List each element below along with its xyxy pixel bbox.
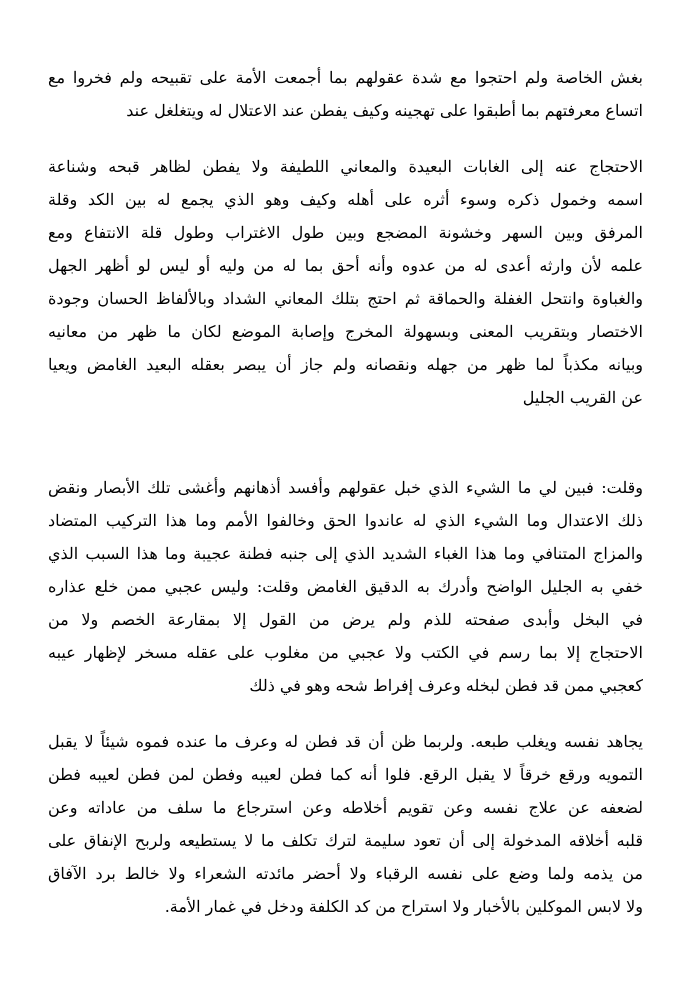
text-line: وبيانه مكذباً لما ظهر من جهله ونقصانه ولم جاز أن يبصر بعقله البعيد الغامض ويعيا — [48, 355, 643, 374]
text-line: اسمه وخمول ذكره وسوء أثره على أهله وكيف وهو الذي يجمع له بين الكد وقلة — [48, 190, 643, 209]
text-line: يجاهد نفسه ويغلب طبعه. ولربما ظن أن قد فطن له وعرف ما عنده فموه شيئاً لا يقبل — [48, 732, 643, 751]
paragraph-3 — [48, 471, 643, 702]
text-line: لضعفه عن علاج نفسه وعن تقويم أخلاطه وعن استرجاع ما سلف من عاداته وعن — [48, 798, 643, 817]
paragraph-4 — [48, 725, 643, 923]
text-line: في البخل وأبدى صفحته للذم ولم يرض من القول إلا بمقارعة الخصم ولا من — [48, 610, 643, 629]
text-line: والغباوة وانتحل الغفلة والحماقة ثم احتج بتلك المعاني الشداد وبالألفاظ الحسان وجودة — [48, 289, 643, 308]
text-line: والمزاج المتنافي وما هذا الغباء الشديد الذي إلى جنبه فطنة عجيبة وما هذا السبب الذي — [48, 544, 643, 563]
text-line: خفي به الجليل الواضح وأدرك به الدقيق الغامض وقلت: وليس عجبي ممن خلع عذاره — [48, 577, 643, 596]
text-line: ولا لابس الموكلين بالأخبار ولا استراح من كد الكلفة ودخل في غمار الأمة. — [164, 897, 643, 916]
text-line: وقلت: فبين لي ما الشيء الذي خبل عقولهم وأفسد أذهانهم وأغشى تلك الأبصار ونقض — [48, 478, 643, 497]
paragraph-1 — [48, 61, 643, 127]
text-line: ذلك الاعتدال وما الشيء الذي له عاندوا الحق وخالفوا الأمم وما هذا التركيب المتضاد — [48, 511, 643, 530]
text-line: علمه لأن وارثه أعدى له من عدوه وأنه أحق بما له من وليه أو ليس لو أظهر الجهل — [48, 256, 643, 275]
text-line: من يذمه ولما وضع على نفسه الرقباء ولا أحضر مائدته الشعراء ولا خالط برد الآفاق — [48, 864, 643, 883]
text-line: بغش الخاصة ولم احتجوا مع شدة عقولهم بما أجمعت الأمة على تقبيحه ولم فخروا مع — [48, 68, 643, 87]
text-line: التمويه ورقع خرقاً لا يقبل الرقع. فلوا أنه كما فطن لعيبه وفطن لمن فطن لعيبه فطن — [48, 765, 643, 784]
text-line: الاحتجاج عنه إلى الغابات البعيدة والمعاني اللطيفة ولا يفطن لظاهر قبحه وشناعة — [48, 157, 643, 176]
paragraph-2 — [48, 150, 643, 414]
text-line: كعجبي ممن قد فطن لبخله وعرف إفراط شحه وهو في ذلك — [249, 676, 643, 695]
text-line: عن القريب الجليل — [522, 388, 643, 407]
text-line: الاختصار وبتقريب المعنى وبسهولة المخرج وإصابة الموضع لكان ما ظهر من معانيه — [48, 322, 643, 341]
text-line: قلبه أخلاقه المدخولة إلى أن تعود سليمة لترك تكلف ما لا يستطيعه ولربح الإنفاق على — [48, 831, 643, 850]
text-line: المرفق وبين السهر وخشونة المضجع وبين طول الاغتراب وطول قلة الانتفاع ومع — [48, 223, 643, 242]
text-line: الاحتجاج إلا بما رسم في الكتب ولا عجبي من مغلوب على عقله مسخر لإظهار عيبه — [48, 643, 643, 662]
text-line: اتساع معرفتهم بما أطبقوا على تهجينه وكيف يفطن عند الاعتلال له ويتغلغل عند — [126, 101, 643, 120]
